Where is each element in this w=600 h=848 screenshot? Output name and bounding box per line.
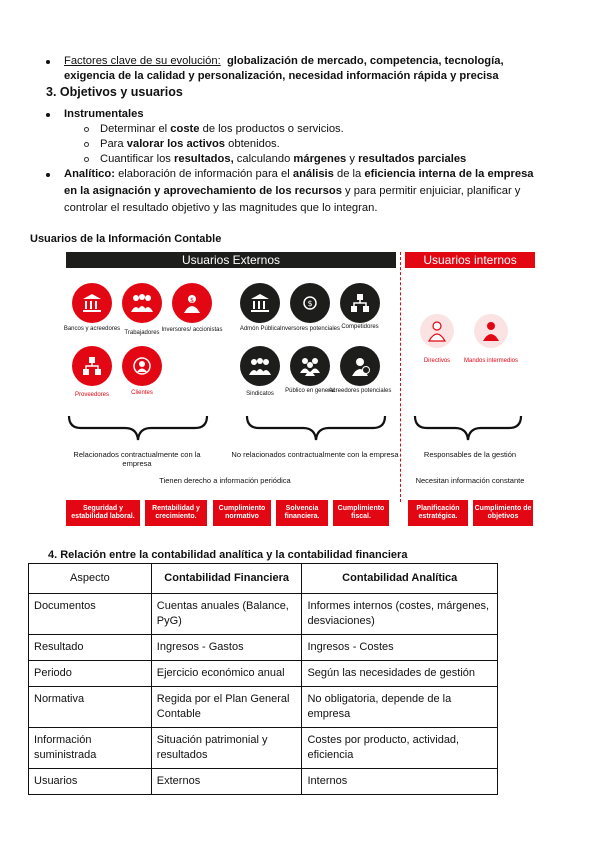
text: coste (170, 123, 200, 135)
goal-box-external: Cumplimiento normativo (213, 500, 271, 526)
label-admon: Admón Pública (239, 326, 281, 332)
text: Cuantificar los (100, 153, 174, 165)
cell: Cuentas anuales (Balance, PyG) (151, 594, 302, 635)
group-related-label: Relacionados contractualmente con la empresa (73, 450, 201, 468)
sub-item-activos (100, 137, 280, 152)
text: eficiencia interna de la empresa (364, 168, 534, 180)
header-aspecto: Aspecto (29, 564, 152, 594)
header-financiera: Contabilidad Financiera (151, 564, 302, 594)
sub-bullet (84, 127, 89, 132)
sub-bullet (84, 157, 89, 162)
text: y (346, 153, 359, 165)
factores-label: Factores clave de su evolución: (64, 55, 221, 67)
cell: No obligatoria, depende de la empresa (302, 687, 498, 728)
text: en la asignación y aprovechamiento de los recursos (64, 185, 342, 197)
goal-box-external: Solvencia financiera. (276, 500, 328, 526)
text: resultados, (174, 153, 234, 165)
goal-box-internal: Planificación estratégica. (408, 500, 468, 526)
text: calculando (233, 153, 294, 165)
cell: Usuarios (29, 769, 152, 795)
text: resultados parciales (358, 153, 467, 165)
factores-text: globalización de mercado, competencia, tecnología, (226, 55, 504, 67)
cell: Externos (151, 769, 302, 795)
text: Para (100, 138, 127, 150)
cell: Normativa (29, 687, 152, 728)
brace-related (66, 413, 210, 443)
text: Analítico: (64, 168, 115, 180)
executive-icon (420, 314, 454, 348)
cell: Ingresos - Gastos (151, 635, 302, 661)
clients-icon (122, 346, 162, 386)
text: y para permitir enjuiciar, planificar y (341, 185, 521, 197)
label-inversores: Inversores/ accionistas (161, 327, 223, 333)
label-directivos: Directivos (423, 358, 451, 364)
heading-3: 3. Objetivos y usuarios (46, 85, 183, 99)
cell: Ingresos - Costes (302, 635, 498, 661)
factores-line-1 (64, 54, 504, 69)
cell: Resultado (29, 635, 152, 661)
potential-creditor-icon (340, 346, 380, 386)
analitico-line-3: controlar el resultado objetivo y las magnitudes que lo integran. (64, 202, 378, 214)
competitors-icon (340, 283, 380, 323)
bullet (46, 60, 50, 64)
text: elaboración de información para el (114, 168, 293, 180)
cell: Periodo (29, 661, 152, 687)
brace-unrelated (244, 413, 388, 443)
table-row (29, 594, 498, 635)
brace-internal (412, 413, 524, 443)
table-row (29, 635, 498, 661)
heading-4: 4. Relación entre la contabilidad analítica y la contabilidad financiera (48, 549, 408, 561)
table-row (29, 728, 498, 769)
factores-line-2: exigencia de la calidad y personalización, necesidad información rápida y precisa (64, 70, 499, 82)
group-unrelated-label: No relacionados contractualmente con la empresa (231, 450, 399, 459)
label-acreedores-pot: Acreedores potenciales (328, 388, 392, 394)
text: de los productos o servicios. (199, 123, 344, 135)
instrumentales-label: Instrumentales (64, 108, 144, 120)
table-row (29, 769, 498, 795)
cell: Según las necesidades de gestión (302, 661, 498, 687)
table-header-row (29, 564, 498, 594)
unions-icon (240, 346, 280, 386)
label-proveedores: Proveedores (74, 392, 110, 398)
text: valorar los activos (126, 138, 226, 150)
bullet (46, 113, 50, 117)
government-icon (240, 283, 280, 323)
sub-item-coste (100, 122, 344, 137)
cell: Situación patrimonial y resultados (151, 728, 302, 769)
label-clientes: Clientes (131, 390, 153, 396)
label-mandos: Mandos intermedios (463, 358, 519, 364)
table-row (29, 661, 498, 687)
label-inversores-pot: Inversores potenciales (279, 326, 341, 332)
label-bancos: Bancos y acreedores (63, 326, 121, 332)
comparison-table (28, 563, 498, 795)
label-trabajadores: Trabajadores (124, 330, 160, 336)
label-sindicatos: Sindicatos (246, 391, 274, 397)
need-internal-label: Necesitan información constante (415, 476, 525, 485)
public-icon (290, 346, 330, 386)
cell: Internos (302, 769, 498, 795)
workers-icon (122, 283, 162, 323)
cell: Costes por producto, actividad, eficiencia (302, 728, 498, 769)
divider-dashed (400, 252, 401, 502)
cell: Información suministrada (29, 728, 152, 769)
goal-box-external: Seguridad y estabilidad laboral. (66, 500, 140, 526)
analitico-line-1 (64, 167, 534, 182)
supplier-icon (72, 346, 112, 386)
investor-icon (172, 283, 212, 323)
goal-box-internal: Cumplimiento de objetivos (473, 500, 533, 526)
svg-text:$: $ (190, 297, 194, 304)
bank-icon (72, 283, 112, 323)
label-publico: Público en general (285, 388, 335, 394)
header-analitica: Contabilidad Analítica (302, 564, 498, 594)
goal-box-external: Cumplimiento fiscal. (333, 500, 389, 526)
sub-item-resultados (100, 152, 466, 167)
label-competidores: Competidores (341, 324, 379, 330)
internos-header: Usuarios internos (405, 252, 535, 268)
text: márgenes (293, 153, 347, 165)
table-row (29, 687, 498, 728)
svg-text:$: $ (307, 299, 313, 308)
analitico-line-2 (64, 184, 520, 199)
cell: Informes internos (costes, márgenes, desviaciones) (302, 594, 498, 635)
potential-investor-icon (290, 283, 330, 323)
middle-manager-icon (474, 314, 508, 348)
bullet (46, 173, 50, 177)
text: análisis (292, 168, 334, 180)
cell: Ejercicio económico anual (151, 661, 302, 687)
group-internal-label: Responsables de la gestión (423, 450, 517, 459)
text: de la (333, 168, 365, 180)
text: Determinar el (100, 123, 171, 135)
cell: Regida por el Plan General Contable (151, 687, 302, 728)
need-external-label: Tienen derecho a información periódica (159, 476, 291, 485)
goal-box-external: Rentabilidad y crecimiento. (145, 500, 207, 526)
figure-title: Usuarios de la Información Contable (30, 233, 222, 245)
text: obtenidos. (225, 138, 280, 150)
sub-bullet (84, 142, 89, 147)
cell: Documentos (29, 594, 152, 635)
externos-header: Usuarios Externos (66, 252, 396, 268)
